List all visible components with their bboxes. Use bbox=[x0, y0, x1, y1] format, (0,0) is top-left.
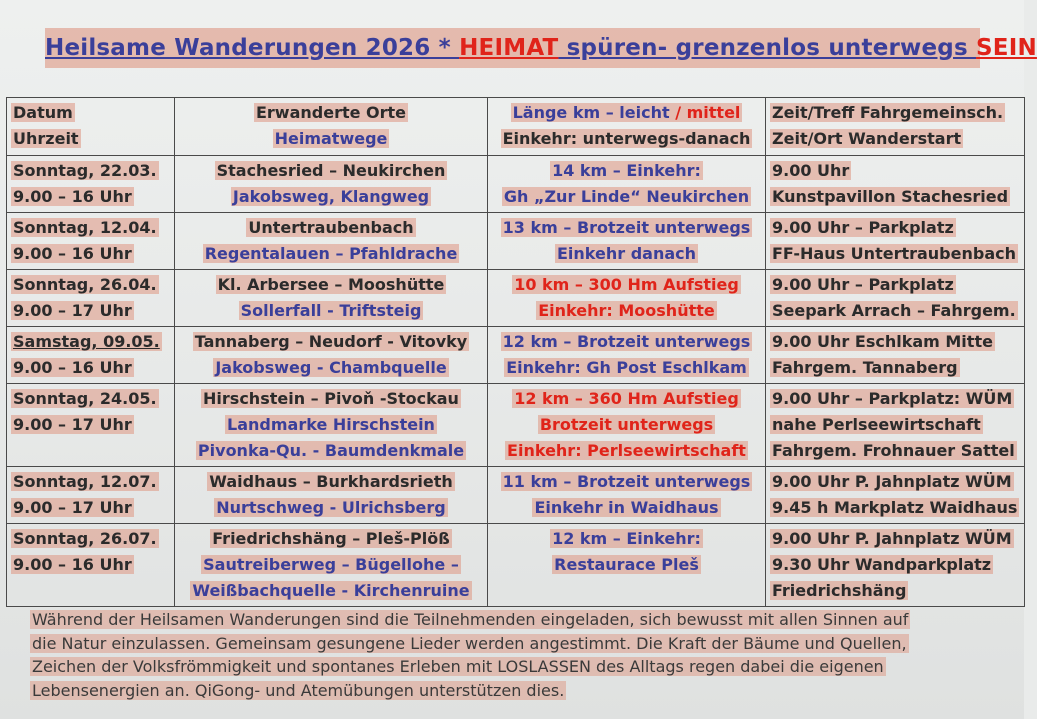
length-info: Einkehr danach bbox=[556, 244, 697, 263]
event-time: 9.00 – 16 Uhr bbox=[13, 244, 132, 263]
title-heimat: HEIMAT bbox=[459, 35, 559, 61]
length-cell bbox=[488, 213, 766, 270]
length-cell bbox=[488, 156, 766, 213]
meeting-info: Kunstpavillon Stachesried bbox=[772, 187, 1009, 206]
header-places bbox=[175, 98, 488, 156]
event-date: Sonntag, 12.07. bbox=[13, 472, 157, 491]
table-row bbox=[7, 524, 1025, 607]
event-time: 9.00 – 17 Uhr bbox=[13, 301, 132, 320]
paragraph-line: Lebensenergien an. QiGong- und Atemübungen unterstützen dies. bbox=[32, 680, 565, 700]
title-part-1: Heilsame Wanderungen 2026 * bbox=[45, 35, 460, 61]
event-date: Sonntag, 26.04. bbox=[13, 275, 157, 294]
length-info: 14 km – Einkehr: bbox=[552, 161, 701, 180]
meeting-info: 9.00 Uhr – Parkplatz bbox=[772, 218, 954, 237]
meeting-info: 9.00 Uhr Eschlkam Mitte bbox=[772, 332, 993, 351]
length-info: 11 km – Brotzeit unterwegs bbox=[502, 472, 751, 491]
places-cell bbox=[175, 156, 488, 213]
title-part-3: spüren- grenzenlos unterwegs bbox=[558, 35, 977, 61]
date-cell bbox=[7, 270, 175, 327]
meeting-info: 9.30 Uhr Wandparkplatz bbox=[772, 555, 992, 574]
event-date: Samstag, 09.05. bbox=[13, 332, 160, 351]
length-info: Brotzeit unterwegs bbox=[539, 415, 714, 434]
paragraph-line: Während der Heilsamen Wanderungen sind die Teilnehmenden eingeladen, sich bewusst mit allen Sinnen auf bbox=[32, 610, 909, 629]
length-cell bbox=[488, 327, 766, 384]
length-info: 12 km – Einkehr: bbox=[552, 529, 701, 548]
route-ways: Weißbachquelle - Kirchenruine bbox=[192, 581, 470, 600]
meeting-cell bbox=[766, 467, 1025, 524]
places-cell bbox=[175, 384, 488, 467]
header-einkehr-label: Einkehr: unterwegs-danach bbox=[502, 129, 751, 148]
route-ways: Jakobsweg - Chambquelle bbox=[215, 358, 447, 377]
event-date: Sonntag, 12.04. bbox=[13, 218, 157, 237]
length-info: Restaurace Pleš bbox=[554, 555, 699, 574]
route-ways: Nurtschweg - Ulrichsberg bbox=[216, 498, 446, 517]
meeting-info: 9.00 Uhr P. Jahnplatz WÜM bbox=[772, 529, 1012, 548]
meeting-cell bbox=[766, 270, 1025, 327]
meeting-info: Seepark Arrach – Fahrgem. bbox=[772, 301, 1016, 320]
table-row bbox=[7, 467, 1025, 524]
meeting-cell bbox=[766, 524, 1025, 607]
table-header-row bbox=[7, 98, 1025, 156]
meeting-info: 9.00 Uhr – Parkplatz bbox=[772, 275, 954, 294]
places-cell bbox=[175, 467, 488, 524]
paragraph-line: Zeichen der Volksfrömmigkeit und spontanes Erleben mit LOSLASSEN des Alltags regen dabei die eigenen bbox=[32, 657, 884, 677]
route-places: Tannaberg – Neudorf - Vitovky bbox=[194, 332, 468, 351]
date-cell bbox=[7, 156, 175, 213]
paragraph-line: die Natur einzulassen. Gemeinsam gesungene Lieder werden angestimmt. Die Kraft der Bäume und Quellen, bbox=[32, 633, 907, 653]
table-row bbox=[7, 327, 1025, 384]
meeting-info: Fahrgem. Tannaberg bbox=[772, 358, 958, 377]
header-date bbox=[7, 98, 175, 156]
places-cell bbox=[175, 524, 488, 607]
route-ways: Pivonka-Qu. - Baumdenkmale bbox=[197, 441, 465, 460]
header-date-label: Datum bbox=[13, 103, 73, 122]
meeting-info: 9.45 h Markplatz Waidhaus bbox=[772, 498, 1018, 517]
meeting-info: FF-Haus Untertraubenbach bbox=[772, 244, 1016, 263]
route-ways: Sollerfall - Triftsteig bbox=[240, 301, 422, 320]
header-length bbox=[488, 98, 766, 156]
route-ways: Sautreiberweg – Bügellohe – bbox=[203, 555, 459, 574]
header-meet-label: Zeit/Treff Fahrgemeinsch. bbox=[772, 103, 1004, 122]
header-length-medium: / mittel bbox=[675, 103, 741, 122]
date-cell bbox=[7, 213, 175, 270]
event-date: Sonntag, 24.05. bbox=[13, 389, 157, 408]
route-ways: Landmarke Hirschstein bbox=[227, 415, 435, 434]
route-ways: Jakobsweg, Klangweg bbox=[232, 187, 430, 206]
length-info: Einkehr: Perlseewirtschaft bbox=[507, 441, 746, 460]
length-cell bbox=[488, 270, 766, 327]
meeting-cell bbox=[766, 213, 1025, 270]
places-cell bbox=[175, 327, 488, 384]
date-cell bbox=[7, 384, 175, 467]
route-places: Waidhaus – Burkhardsrieth bbox=[209, 472, 453, 491]
route-places: Untertraubenbach bbox=[248, 218, 414, 237]
route-places: Friedrichshäng – Pleš-Plöß bbox=[212, 529, 450, 548]
table-row bbox=[7, 213, 1025, 270]
event-time: 9.00 – 16 Uhr bbox=[13, 555, 132, 574]
length-info: Einkehr: Gh Post Eschlkam bbox=[506, 358, 747, 377]
event-date: Sonntag, 26.07. bbox=[13, 529, 157, 548]
length-info: 10 km – 300 Hm Aufstieg bbox=[514, 275, 739, 294]
meeting-info: Friedrichshäng bbox=[772, 581, 907, 600]
header-start-label: Zeit/Ort Wanderstart bbox=[772, 129, 962, 148]
event-time: 9.00 – 17 Uhr bbox=[13, 498, 132, 517]
date-cell bbox=[7, 524, 175, 607]
schedule-table bbox=[6, 97, 1025, 607]
meeting-info: 9.00 Uhr P. Jahnplatz WÜM bbox=[772, 472, 1012, 491]
length-info: Gh „Zur Linde“ Neukirchen bbox=[503, 187, 750, 206]
length-info: Einkehr: Mooshütte bbox=[538, 301, 715, 320]
title-sein: SEIN bbox=[976, 35, 1037, 61]
length-info: 12 km – 360 Hm Aufstieg bbox=[514, 389, 739, 408]
length-cell bbox=[488, 384, 766, 467]
table-row bbox=[7, 270, 1025, 327]
length-cell bbox=[488, 524, 766, 607]
places-cell bbox=[175, 270, 488, 327]
length-info: 13 km – Brotzeit unterwegs bbox=[502, 218, 751, 237]
date-cell bbox=[7, 467, 175, 524]
header-meeting bbox=[766, 98, 1025, 156]
places-cell bbox=[175, 213, 488, 270]
length-info: Einkehr in Waidhaus bbox=[534, 498, 719, 517]
event-date: Sonntag, 22.03. bbox=[13, 161, 157, 180]
table-row bbox=[7, 384, 1025, 467]
page-title bbox=[45, 28, 1037, 68]
event-time: 9.00 – 17 Uhr bbox=[13, 415, 132, 434]
meeting-info: 9.00 Uhr – Parkplatz: WÜM bbox=[772, 389, 1013, 408]
meeting-cell bbox=[766, 327, 1025, 384]
meeting-info: nahe Perlseewirtschaft bbox=[772, 415, 981, 434]
route-places: Hirschstein – Pivoň -Stockau bbox=[203, 389, 459, 408]
event-time: 9.00 – 16 Uhr bbox=[13, 187, 132, 206]
meeting-cell bbox=[766, 384, 1025, 467]
length-cell bbox=[488, 467, 766, 524]
header-time-label: Uhrzeit bbox=[13, 129, 79, 148]
header-ways-label: Heimatwege bbox=[274, 129, 388, 148]
header-length-light: Länge km – leicht bbox=[512, 103, 676, 122]
route-places: Stachesried – Neukirchen bbox=[216, 161, 446, 180]
table-row bbox=[7, 156, 1025, 213]
route-ways: Regentalauen – Pfahldrache bbox=[204, 244, 458, 263]
length-info: 12 km – Brotzeit unterwegs bbox=[502, 332, 751, 351]
meeting-cell bbox=[766, 156, 1025, 213]
meeting-info: 9.00 Uhr bbox=[772, 161, 850, 180]
description-paragraph bbox=[30, 608, 990, 702]
event-time: 9.00 – 16 Uhr bbox=[13, 358, 132, 377]
meeting-info: Fahrgem. Frohnauer Sattel bbox=[772, 441, 1015, 460]
header-places-label: Erwanderte Orte bbox=[255, 103, 407, 122]
route-places: Kl. Arbersee – Mooshütte bbox=[217, 275, 445, 294]
date-cell bbox=[7, 327, 175, 384]
